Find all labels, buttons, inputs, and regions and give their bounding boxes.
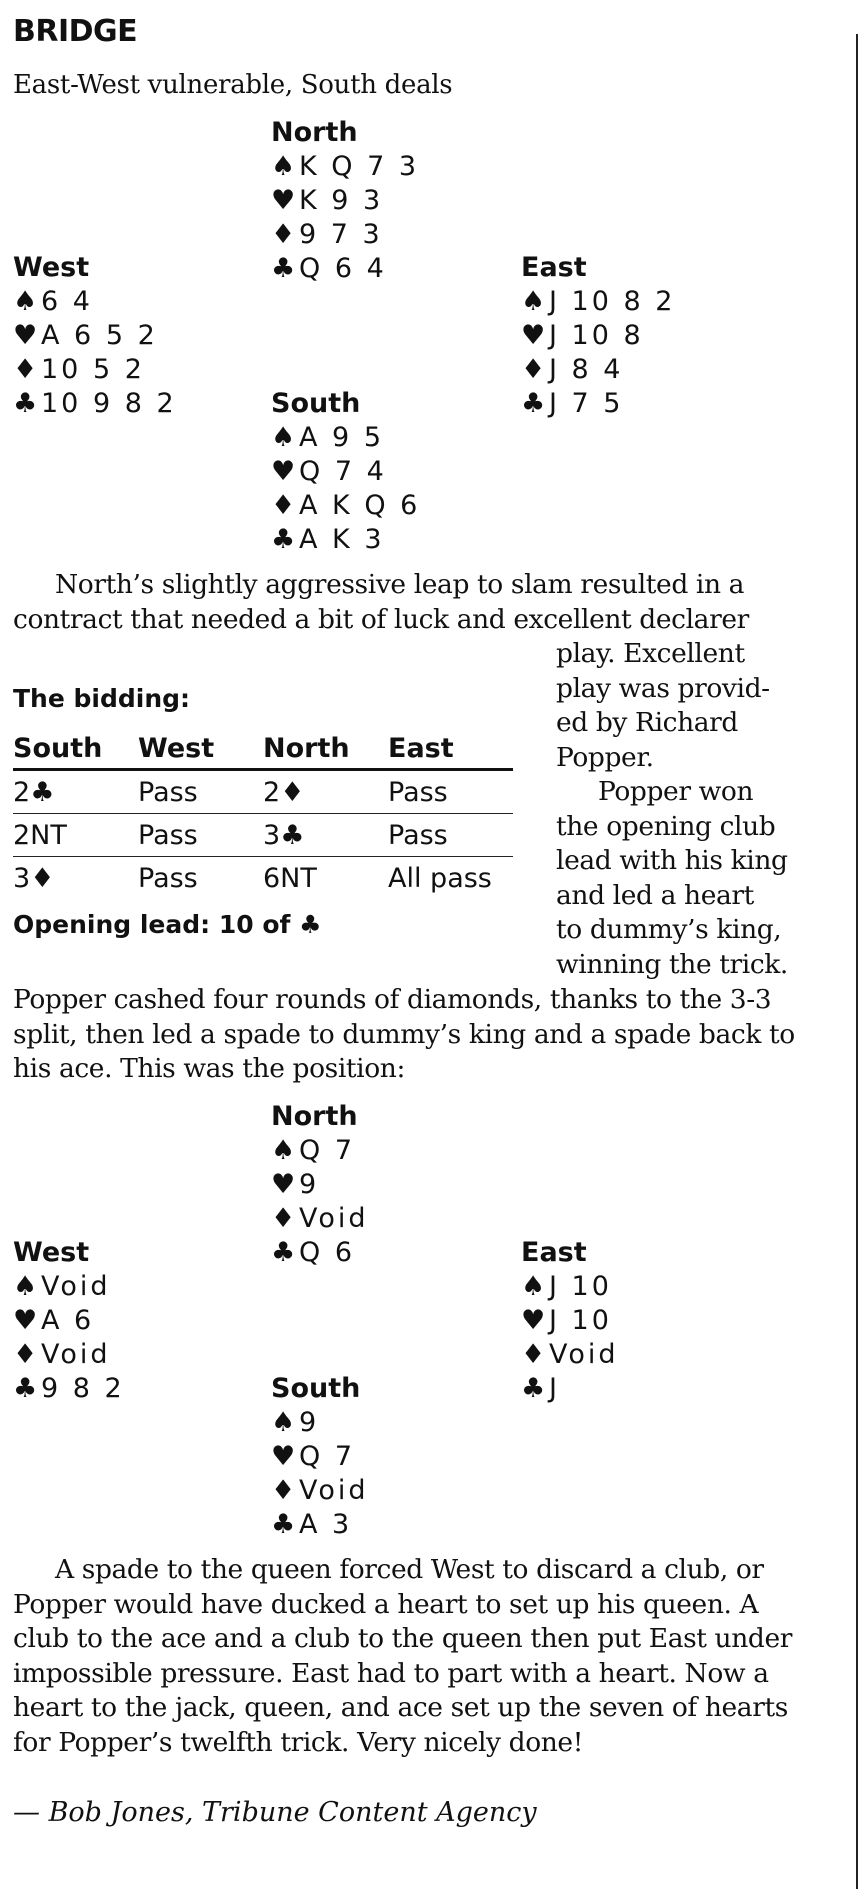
hand-name: North (271, 1101, 358, 1132)
spade-icon: ♠ (271, 1135, 296, 1166)
hearts-holding: A 6 (41, 1305, 95, 1336)
clubs-holding: A 3 (299, 1509, 353, 1540)
diamonds-holding: Void (299, 1475, 369, 1506)
heart-icon: ♥ (271, 185, 296, 216)
diamonds-holding: Void (299, 1203, 369, 1234)
clubs-holding: 10 9 8 2 (41, 388, 177, 419)
byline: — Bob Jones, Tribune Content Agency (13, 1797, 537, 1828)
diamond-icon: ♦ (13, 354, 38, 385)
heart-icon: ♥ (521, 1305, 546, 1336)
deal2-north-hand (271, 1100, 369, 1270)
spades-holding: J 10 8 2 (549, 286, 676, 317)
column-rule (856, 34, 858, 1889)
diamond-icon: ♦ (30, 862, 55, 894)
diamond-icon: ♦ (13, 1339, 38, 1370)
paragraph-ending: A spade to the queen forced West to discard a club, or Popper would have ducked a heart to set up his queen. A club to the ace and a club to the queen then put East under impossible pressure. East had to part with a heart. Now a heart to the jack, queen, and ace set up the seven of hearts for Popper’s twelfth trick. Very nicely done! (13, 1554, 793, 1758)
hearts-holding: K 9 3 (299, 185, 384, 216)
hand-name: South (271, 1373, 361, 1404)
bidding-row: 2♣ Pass 2♦ Pass (13, 770, 513, 814)
deal1-west-hand (13, 251, 177, 421)
spade-icon: ♠ (271, 1407, 296, 1438)
bidding-header-row (13, 728, 513, 770)
club-icon: ♣ (280, 819, 305, 851)
diamond-icon: ♦ (521, 1339, 546, 1370)
bidding-row: 3♦ Pass 6NT All pass (13, 862, 492, 894)
deal1-north-hand (271, 116, 419, 286)
deal2-west-hand (13, 1236, 125, 1406)
spades-holding: 6 4 (41, 286, 93, 317)
deal2-east-hand (521, 1236, 619, 1406)
header-west: West (138, 728, 263, 770)
deal1-south-hand (271, 387, 420, 557)
diamond-icon: ♦ (271, 490, 296, 521)
club-icon: ♣ (271, 524, 296, 555)
heart-icon: ♥ (271, 1441, 296, 1472)
hearts-holding: J 10 (549, 1305, 612, 1336)
diamond-icon: ♦ (280, 776, 305, 808)
hand-name: East (521, 1237, 587, 1268)
diamond-icon: ♦ (271, 219, 296, 250)
paragraph-play: Popper cashed four rounds of diamonds, thanks to the 3-3 split, then led a spade to dummy’s king and a spade back to his ace. This was the position: (13, 984, 795, 1084)
spade-icon: ♠ (521, 286, 546, 317)
club-icon: ♣ (13, 1373, 38, 1404)
spades-holding: J 10 (549, 1271, 612, 1302)
side-column-text: play. Excellent play was provid- ed by Richard Popper. Popper won the opening club lead with his king and led a heart to dummy’s king, winning the trick. (556, 638, 788, 980)
diamonds-holding: 10 5 2 (41, 354, 145, 385)
clubs-holding: Q 6 (299, 1237, 356, 1268)
hearts-holding: 9 (299, 1169, 320, 1200)
spades-holding: Q 7 (299, 1135, 356, 1166)
hearts-holding: A 6 5 2 (41, 320, 158, 351)
deal1-east-hand (521, 251, 675, 421)
clubs-holding: J (549, 1373, 560, 1404)
spade-icon: ♠ (271, 151, 296, 182)
diamonds-holding: A K Q 6 (299, 490, 421, 521)
club-icon: ♣ (271, 1509, 296, 1540)
club-icon: ♣ (271, 253, 296, 284)
header-south: South (13, 728, 138, 770)
opening-lead: Opening lead: 10 of ♣ (13, 910, 322, 939)
spades-holding: 9 (299, 1407, 320, 1438)
spades-holding: Void (41, 1271, 111, 1302)
club-icon: ♣ (271, 1237, 296, 1268)
deal-conditions: East-West vulnerable, South deals (13, 70, 453, 100)
hearts-holding: Q 7 (299, 1441, 356, 1472)
page-title: BRIDGE (13, 14, 138, 49)
club-icon: ♣ (30, 776, 55, 808)
diamonds-holding: 9 7 3 (299, 219, 383, 250)
heart-icon: ♥ (521, 320, 546, 351)
heart-icon: ♥ (271, 456, 296, 487)
hand-name: West (13, 1237, 90, 1268)
club-icon: ♣ (521, 388, 546, 419)
hand-name: South (271, 388, 361, 419)
heart-icon: ♥ (271, 1169, 296, 1200)
spades-holding: K Q 7 3 (299, 151, 420, 182)
diamonds-holding: Void (41, 1339, 111, 1370)
header-north: North (263, 728, 388, 770)
spade-icon: ♠ (271, 422, 296, 453)
clubs-holding: A K 3 (299, 524, 385, 555)
hearts-holding: Q 7 4 (299, 456, 387, 487)
hand-name: West (13, 252, 90, 283)
bidding-title: The bidding: (13, 684, 191, 713)
diamond-icon: ♦ (271, 1475, 296, 1506)
deal2-south-hand (271, 1372, 369, 1542)
header-east: East (388, 728, 513, 770)
clubs-holding: Q 6 4 (299, 253, 387, 284)
diamond-icon: ♦ (521, 354, 546, 385)
paragraph-intro: North’s slightly aggressive leap to slam resulted in a contract that needed a bit of luck and excellent declarer (13, 569, 749, 635)
spades-holding: A 9 5 (299, 422, 384, 453)
heart-icon: ♥ (13, 320, 38, 351)
club-icon: ♣ (521, 1373, 546, 1404)
spade-icon: ♠ (521, 1271, 546, 1302)
bidding-row: 2NT Pass 3♣ Pass (13, 814, 513, 857)
bidding-table (13, 728, 513, 899)
clubs-holding: J 7 5 (549, 388, 624, 419)
diamonds-holding: J 8 4 (549, 354, 624, 385)
hearts-holding: J 10 8 (549, 320, 644, 351)
diamond-icon: ♦ (271, 1203, 296, 1234)
clubs-holding: 9 8 2 (41, 1373, 125, 1404)
club-icon: ♣ (13, 388, 38, 419)
heart-icon: ♥ (13, 1305, 38, 1336)
spade-icon: ♠ (13, 1271, 38, 1302)
diamonds-holding: Void (549, 1339, 619, 1370)
spade-icon: ♠ (13, 286, 38, 317)
club-icon: ♣ (299, 910, 322, 939)
hand-name: North (271, 117, 358, 148)
hand-name: East (521, 252, 587, 283)
